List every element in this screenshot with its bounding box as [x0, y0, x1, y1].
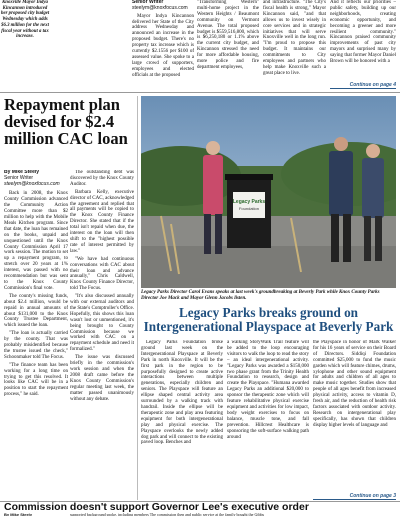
- repayment-paragraph: The issue was discussed briefly in the commission's work session and when the 2008 draft came before the Knox County Commission's regular meeting last week, the matter passed unanimously without any debate.: [70, 355, 134, 402]
- playspace-column-2: [227, 340, 309, 500]
- repayment-byline-role: Senior Writer: [4, 174, 34, 181]
- top-continue-link[interactable]: Continue on page 4: [330, 82, 396, 89]
- repayment-byline-name: By Mike Steely: [4, 170, 40, 175]
- top-col3-text: and infrastructure. "The City's fiscal health is strong," Mayor Kincannon said, "and that allows us to invest wisely in core services and in strategic initiatives that will serve Knoxville well in the long run. "I'm proud to propose this budget. It maintains our commitments to City employees and partners who help make Knoxville such a great place to live.: [263, 0, 326, 76]
- repayment-headline: Repayment plan devised for $2.4 million CAC loan: [4, 95, 128, 148]
- repayment-paragraph: Back in 2008, the Knox County Commission advanced the Community Action Committee more than $2 million to help with the Mobile Meals Kitchen program. Since that date, the loan has remained on the books, unpaid and unquestioned until the Knox County Commission April 17 work session. The motion to set up a repayment program, to stretch over 20 years at 1% interest, was passed with no recommendation but was sent to the Knox County Commission's final vote.: [4, 191, 68, 291]
- repayment-paragraph: The county's missing funds, about $2.4 million, would be repaid in annual amounts of about $131,000 to the Knox County Trustee Department, which issued the loan.: [4, 293, 68, 329]
- playspace-paragraph: Legacy Parks Foundation broke ground last week on the Intergenerational Playspace at Beverly Park in north Knoxville. It will be the first park in the region to be purposefully designed to create active interactions between multiple generations, especially children and seniors. The Playspace will feature an ellipse shaped central activity area surrounded by a walking track with handrail. Inside the ellipse will be therapeutic zone and play area featuring equipment for both intergenerational play and physical exercise. The Playspace overlooks the newly added dog park and will connect to the existing paved loop. Benches and: [141, 340, 223, 446]
- top-column-3: [263, 0, 326, 88]
- groundbreaking-photo-scene: [141, 96, 396, 288]
- top-byline-role: Senior Writer: [132, 0, 164, 5]
- playspace-column-1: [141, 340, 223, 500]
- podium-sign-title: Legacy Parks: [232, 199, 266, 205]
- top-col4-text: And it reflects our priorities – public safety, building up our neighborhoods, creating economic opportunity, and becoming a greener and more resilient community." Kincannon praised community improvements of past city mayors and surprised many by saying that former Mayor Daniel Brown will be honored with a: [330, 0, 396, 65]
- repayment-byline-email: steelym@knoxfocus.com: [4, 180, 60, 187]
- top-col1-text: Mayor Indya Kincannon delivered her State of the City address Wednesday and announced an increase in the proposed budget. There's no property tax increase which is currently $2.1556 per $100 of assessed value. She spoke to a large crowd of supporters, employees and elected officials at the proposed: [132, 13, 194, 78]
- repayment-paragraph: "We have had continuous conversations with CAC about their loan and advance annually," Chris Caldwell, Knox County Finance Director, told The Focus.: [70, 256, 134, 292]
- repayment-paragraph: Barbara Kelly, executive director of CAC, acknowledged the agreement and replied that all payments will be copied to the Knox County Finance Director. She stated that if the total isn't repaid when due, the interest on the loan will then shift to the "highest possible rate of interest permitted by law.": [70, 189, 134, 254]
- top-byline-email: steelym@knoxfocus.com: [132, 4, 188, 11]
- bottom-byline-name: By Mike Steely: [4, 513, 33, 516]
- repayment-column-1: [4, 170, 68, 500]
- repayment-paragraph: "The loan is actually carried by the county. That was probably misidentified because the trustee issued the check," Schoonmaker told The Focus.: [4, 331, 68, 360]
- podium-sign-subtitle: Foundation: [238, 206, 260, 211]
- top-column-2: [197, 0, 259, 88]
- top-column-1: [132, 0, 194, 88]
- playspace-headline: Legacy Parks breaks ground on Intergenerational Playspace at Beverly Park: [143, 305, 394, 334]
- repayment-byline: [4, 170, 68, 187]
- playspace-paragraph: a walking StoryWalk Trail feature will be added to the loop encouraging visitors to walk the loop to read the story – an ideal intergenerational activity. "Legacy Parks was awarded a $150,000 two phase grant from the Trinity Health Foundation to research, design and create the Playspace. "Humana awarded Legacy Parks an additional $20,000 to sponsor the therapeutic zone which will feature rehabilitative physical exercise equipment and activities for low impact, body weight exercises to focus on balance, muscle tone, and fall prevention. Hillcrest Healthcare is sponsoring the soft-surface walking path around: [227, 340, 309, 440]
- repayment-paragraph: "The finance team has been working for a long time on trying to get this resolved. It looks like CAC will be in a position to start the repayment process," he said.: [4, 362, 68, 398]
- top-column-4: [330, 0, 396, 81]
- playspace-column-3: [313, 340, 396, 492]
- top-divider: [0, 92, 400, 93]
- playspace-paragraph: the Playspace in honor of Mark Walker for his 16 years of service on their Board of Directors. Siddiqi Foundation committed $25,000 to fund the music garden which will feature chimes, drums, xylophone and other sound equipment for adults and children of all ages to make music together. Studies show that people of all ages benefit from increased physical activity, access to vitamin D, fresh air, and the reduction of health risk factors associated with outdoor activity. Research on intergenerational play specifically, has shown that children display higher levels of language and: [313, 340, 396, 428]
- top-photo-caption: Knoxville Mayor Indya Kincannon introduced her proposed city budget Wednesday which adds $6.3 million for the next fiscal year without a tax increase.: [0, 0, 50, 40]
- playspace-continue-link[interactable]: Continue on page 3: [313, 493, 396, 500]
- photo-caption: Legacy Parks Director Carol Evans speaks at last week's groundbreaking at Beverly Park while Knox County Parks Director Joe Mack and Mayor Glenn Jacobs listen.: [141, 290, 380, 301]
- repayment-column-2: [70, 170, 134, 500]
- bottom-headline: Commission doesn't support Governor Lee's executive order: [4, 502, 309, 513]
- repayment-paragraph: The outstanding debt was discovered by the Knox County Auditor.: [70, 170, 134, 187]
- repayment-paragraph: "It's also discussed annually with our external auditors and the State's Comptroller's Office. Hopefully, this shows this loan wasn't lost or unmentioned, it's being brought to County Commission because we worked with CAC on a repayment schedule and need it formalized.": [70, 294, 134, 353]
- groundbreaking-photo: [141, 96, 396, 288]
- top-col2-text: "Transforming Western" multi-home project in the Western Heights / Beaumont community on Vermont Avenue. The total proposed budget is $559,516,800, which is $6,250,180 or 1.1% above the current city budget, and Kincannon stressed the need for more affordable housing, more police and fire department employees,: [197, 0, 259, 70]
- column-divider: [137, 96, 138, 500]
- bottom-text: supported background spoke, including members The commission then and public service at the family bought the Gibbs: [70, 513, 264, 516]
